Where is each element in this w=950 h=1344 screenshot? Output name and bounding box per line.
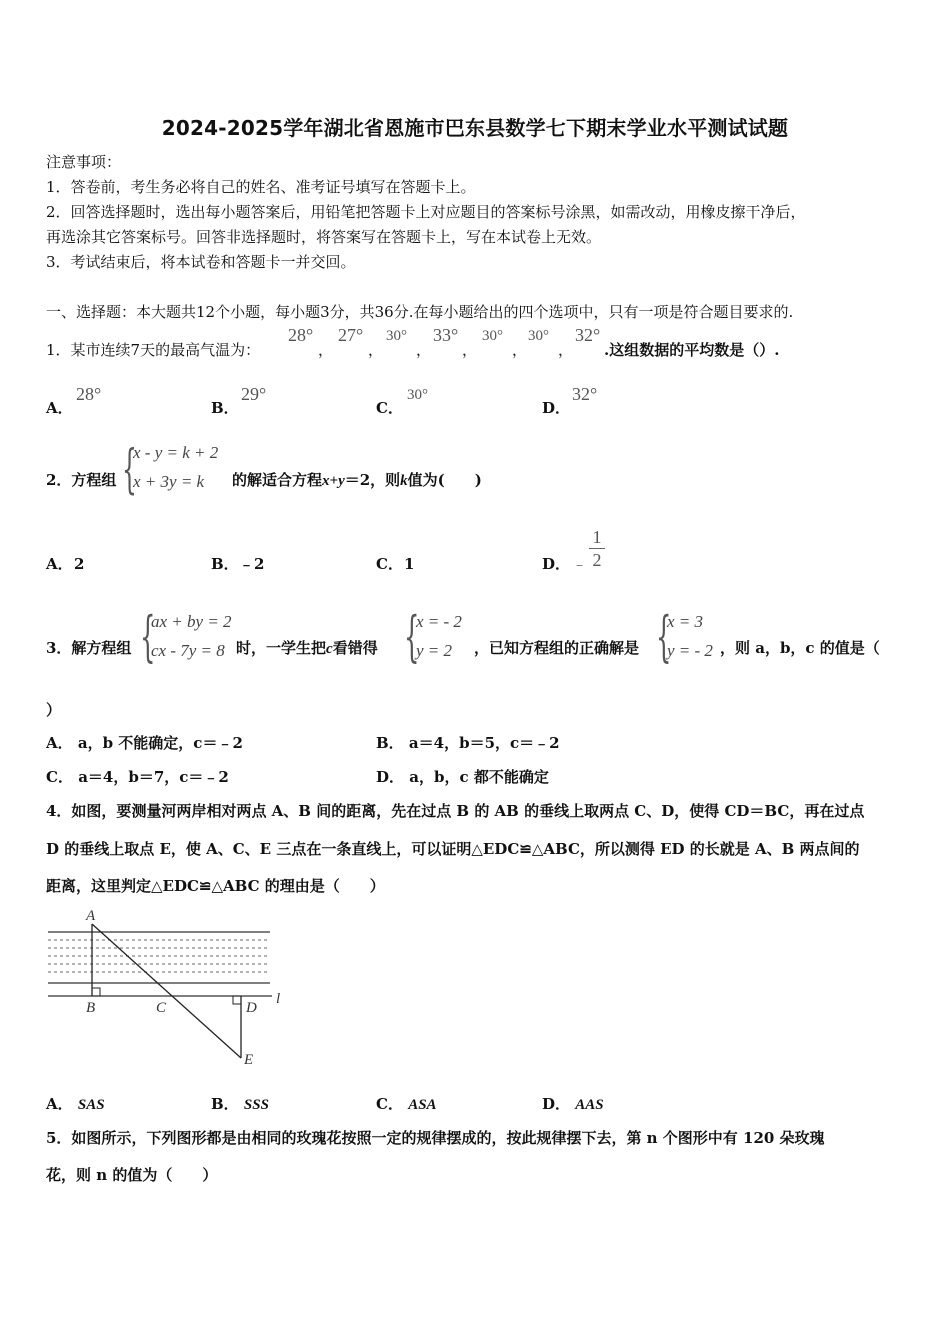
q3-option-b [376, 733, 560, 753]
q4-line-1: 4．如图，要测量河两岸相对两点 A、B 间的距离，先在过点 B 的 AB 的垂线上取两点 C、D，使得 CD＝BC，再在过点 [46, 802, 865, 820]
q3-option-b-value: a＝4，b＝5，c＝﹣2 [408, 734, 560, 752]
q1-temp-2: 27° [338, 325, 364, 345]
q4-option-d-letter: D． [542, 1095, 571, 1113]
q3-option-d-letter: D． [376, 768, 405, 786]
q1-sep-4: ， [462, 341, 478, 359]
q4-option-b-letter: B． [211, 1095, 239, 1113]
q4-option-d [542, 1094, 604, 1115]
q1-option-c-letter: C． [376, 399, 403, 417]
q1-sep-2: ， [368, 341, 384, 359]
fraction-numerator: 1 [592, 527, 602, 547]
q3-c: c [326, 641, 333, 657]
q3-option-c-letter: C． [46, 768, 73, 786]
q1-option-d-value: 32° [572, 384, 598, 404]
q3-sys2-eq-2: y = 2 [416, 641, 453, 660]
q3-option-c [46, 767, 229, 787]
label-c: C [156, 1000, 167, 1016]
label-l: l [276, 991, 281, 1007]
q1-option-c-value: 30° [407, 387, 428, 403]
q2-option-c-value: 1 [404, 555, 415, 573]
q2-option-a-value: 2 [74, 555, 85, 573]
q3-brace-1: { [140, 605, 156, 668]
q2-option-d-sign: ﹣ [572, 555, 588, 573]
note-2b: 再选涂其它答案标号。回答非选择题时，将答案写在答题卡上，写在本试卷上无效。 [46, 228, 602, 246]
q1-temp-3: 30° [386, 328, 407, 344]
q3-sys1-eq-1: ax + by = 2 [151, 612, 232, 631]
right-angle-d [233, 996, 241, 1004]
q4-option-a [46, 1094, 105, 1115]
q1-option-b-value: 29° [241, 384, 267, 404]
q1-option-b-letter: B． [211, 399, 239, 417]
q3-sys3-eq-1: x = 3 [667, 612, 704, 631]
q3-sys1-eq-2: cx - 7y = 8 [151, 641, 225, 660]
notes-heading: 注意事项： [46, 153, 122, 171]
section-heading: 一、选择题：本大题共12个小题，每小题3分，共36分.在每小题给出的四个选项中，只有一项是符合题目要求的. [46, 303, 794, 321]
q3-mid [236, 638, 378, 659]
label-e: E [244, 1052, 254, 1068]
q3-suffix: ，则 a，b，c 的值是（ [720, 639, 880, 657]
q2-suffix [232, 470, 482, 491]
q1-sep-6: ， [558, 341, 574, 359]
q4-option-c-letter: C． [376, 1095, 403, 1113]
q1-temp-4: 33° [433, 325, 459, 345]
note-3: 3．考试结束后，将本试卷和答题卡一并交回。 [46, 253, 356, 271]
page-title: 2024-2025学年湖北省恩施市巴东县数学七下期末学业水平测试试题 [161, 116, 789, 140]
triangle-lines [92, 924, 241, 1058]
q2-option-a-letter: A． [46, 555, 73, 573]
q4-option-a-letter: A． [46, 1095, 73, 1113]
q4-line-3: 距离，这里判定△EDC≌△ABC 的理由是（ ） [46, 877, 385, 895]
note-2a: 2．回答选择题时，选出每小题答案后，用铅笔把答题卡上对应题目的答案标号涂黑，如需改动，用橡皮擦干净后， [46, 203, 806, 221]
q4-option-c-value: ASA [408, 1097, 437, 1113]
note-1: 1．答卷前，考生务必将自己的姓名、准考证号填写在答题卡上。 [46, 178, 476, 196]
q3-option-a [46, 733, 243, 753]
q3-sys2-eq-1: x = - 2 [416, 612, 462, 631]
q3-mid-3: ，已知方程组的正确解是 [474, 639, 640, 657]
q1-temp-7: 32° [575, 325, 601, 345]
fraction-denominator: 2 [592, 550, 602, 570]
q2-suffix-a: 的解适合方程 [232, 471, 323, 489]
q3-close: ） [46, 701, 62, 719]
q3-option-d [376, 767, 549, 787]
q3-option-a-letter: A． [46, 734, 73, 752]
q2-prefix: 2．方程组 [46, 471, 117, 489]
q1-temp-6: 30° [528, 328, 549, 344]
q3-option-c-value: a＝4，b＝7，c＝﹣2 [78, 768, 229, 786]
q2-suffix-c: 值为( ) [407, 471, 482, 489]
q1-temp-1: 28° [288, 325, 314, 345]
q4-river-figure [44, 904, 294, 1074]
q4-option-d-value: AAS [575, 1097, 604, 1113]
label-a: A [86, 908, 96, 924]
q3-mid-1: 时，一学生把 [236, 639, 327, 657]
q3-mid-2: 看错得 [332, 639, 378, 657]
q4-option-a-value: SAS [77, 1097, 105, 1113]
q3-option-b-letter: B． [376, 734, 404, 752]
q4-line-2: D 的垂线上取点 E，使 A、C、E 三点在一条直线上，可以证明△EDC≌△ABC，所以测得 ED 的长就是 A、B 两点间的 [46, 840, 860, 858]
q1-prefix: 1．某市连续7天的最高气温为： [46, 341, 261, 359]
q1-option-a-letter: A． [46, 399, 73, 417]
q2-suffix-b: ＝2，则 [344, 471, 401, 489]
label-d: D [246, 1000, 257, 1016]
q2-option-c-letter: C． [376, 555, 403, 573]
q2-brace: { [122, 440, 137, 500]
right-angle-b [92, 988, 100, 996]
q4-option-b [211, 1094, 269, 1115]
q1-suffix: .这组数据的平均数是（）. [604, 341, 780, 359]
q3-option-a-value: a，b 不能确定，c＝﹣2 [77, 734, 243, 752]
q1-sep-3: ， [416, 341, 432, 359]
q2-suffix-eq: x+y [322, 473, 345, 489]
q1-sep-1: ， [318, 341, 334, 359]
q1-option-d-letter: D． [542, 399, 571, 417]
q3-option-d-value: a，b，c 都不能确定 [409, 768, 549, 786]
label-b: B [86, 1000, 96, 1016]
q3-sys3-eq-2: y = - 2 [667, 641, 713, 660]
q4-option-c [376, 1094, 437, 1115]
q1-option-a-value: 28° [76, 384, 102, 404]
q2-eq-2: x + 3y = k [133, 472, 205, 491]
q2-option-d-fraction [589, 527, 605, 570]
q4-option-b-value: SSS [243, 1097, 269, 1113]
q2-eq-1: x - y = k + 2 [133, 443, 219, 462]
q5-line-1: 5．如图所示，下列图形都是由相同的玫瑰花按照一定的规律摆成的，按此规律摆下去，第 n 个图形中有 120 朵玫瑰 [46, 1129, 825, 1147]
q2-option-d-letter: D． [542, 555, 571, 573]
q5-line-2: 花，则 n 的值为（ ） [46, 1166, 218, 1184]
q2-suffix-k: k [400, 473, 408, 489]
q1-temp-5: 30° [482, 328, 503, 344]
q1-sep-5: ， [512, 341, 528, 359]
q3-brace-2: { [404, 605, 420, 668]
river-bank-lines [48, 932, 272, 996]
q3-brace-3: { [656, 605, 672, 668]
q2-option-b-value: ﹣2 [239, 555, 265, 573]
q2-option-b-letter: B． [211, 555, 239, 573]
q3-prefix: 3．解方程组 [46, 639, 132, 657]
